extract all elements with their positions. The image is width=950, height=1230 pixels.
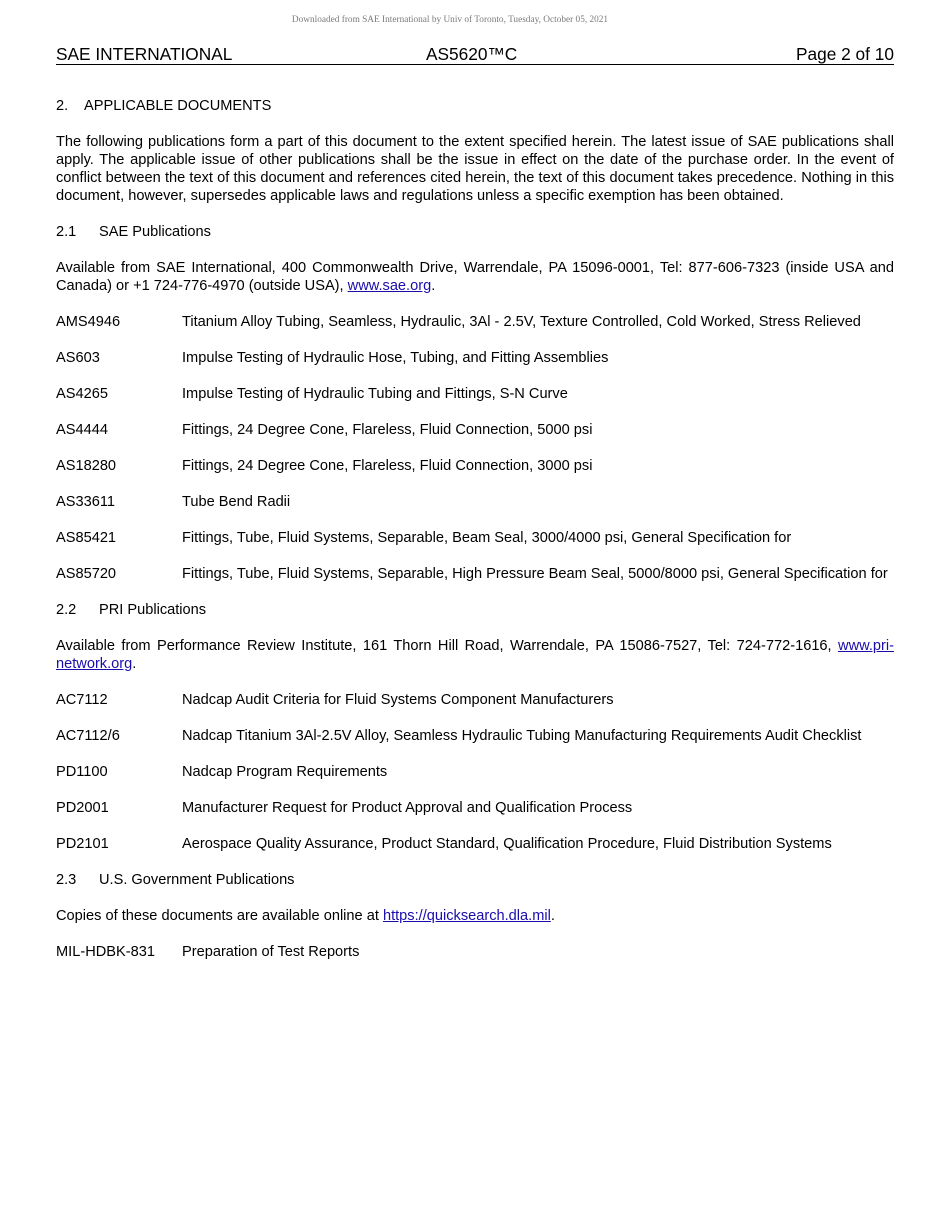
reference-id: AMS4946 — [56, 314, 121, 330]
subsection-number: 2.1 — [56, 224, 77, 240]
reference-row — [56, 763, 894, 781]
reference-id: AS85421 — [56, 530, 117, 546]
download-note: Downloaded from SAE International by Univ of Toronto, Tuesday, October 05, 2021 — [291, 15, 609, 25]
reference-row — [56, 565, 894, 583]
reference-title: Nadcap Titanium 3Al-2.5V Alloy, Seamless Hydraulic Tubing Manufacturing Requirements Audit Checklist — [182, 728, 862, 744]
page-header — [56, 44, 894, 65]
sae-website-link[interactable]: www.sae.org — [347, 278, 432, 294]
reference-title: Fittings, 24 Degree Cone, Flareless, Fluid Connection, 5000 psi — [182, 422, 593, 438]
reference-title: Preparation of Test Reports — [182, 944, 360, 960]
reference-id: AS4265 — [56, 386, 108, 402]
availability-tail: . — [431, 278, 436, 294]
reference-title: Titanium Alloy Tubing, Seamless, Hydraulic, 3Al - 2.5V, Texture Controlled, Cold Worked, Stress Relieved — [182, 314, 861, 330]
section-intro: The following publications form a part of this document to the extent specified herein. The latest issue of SAE publications shall apply. The applicable issue of other publications shall be the issue in effect on the date of the purchase order. In the event of conflict between the text of this document and references cited herein, the text of this document takes precedence. Nothing in this document, however, supersedes applicable laws and regulations unless a specific exemption has been obtained. — [56, 134, 894, 204]
reference-row — [56, 457, 894, 475]
reference-row — [56, 943, 894, 961]
reference-id: AS4444 — [56, 422, 108, 438]
sae-ref-list — [56, 313, 894, 583]
reference-title: Nadcap Audit Criteria for Fluid Systems Component Manufacturers — [182, 692, 614, 708]
reference-row — [56, 385, 894, 403]
reference-title: Fittings, Tube, Fluid Systems, Separable, High Pressure Beam Seal, 5000/8000 psi, General Specification for — [182, 566, 888, 582]
reference-title: Fittings, Tube, Fluid Systems, Separable, Beam Seal, 3000/4000 psi, General Specification for — [182, 530, 792, 546]
reference-title: Aerospace Quality Assurance, Product Standard, Qualification Procedure, Fluid Distribution Systems — [182, 836, 832, 852]
reference-title: Manufacturer Request for Product Approval and Qualification Process — [182, 800, 633, 816]
subsection-title: SAE Publications — [99, 224, 211, 240]
pri-ref-list — [56, 691, 894, 853]
reference-id: AS18280 — [56, 458, 117, 474]
reference-id: AC7112/6 — [56, 728, 120, 744]
reference-title: Tube Bend Radii — [182, 494, 291, 510]
reference-id: AS85720 — [56, 566, 117, 582]
subsection-number: 2.2 — [56, 602, 77, 618]
reference-id: PD2001 — [56, 800, 109, 816]
reference-row — [56, 799, 894, 817]
reference-row — [56, 313, 894, 331]
section-heading-2-2 — [56, 601, 894, 619]
reference-row — [56, 691, 894, 709]
subsection-title: PRI Publications — [99, 602, 207, 618]
availability-text: Copies of these documents are available online at — [56, 908, 383, 924]
reference-title: Fittings, 24 Degree Cone, Flareless, Fluid Connection, 3000 psi — [182, 458, 593, 474]
quicksearch-link[interactable]: https://quicksearch.dla.mil — [382, 908, 551, 924]
pri-availability — [56, 637, 894, 673]
reference-id: AS33611 — [56, 494, 115, 510]
document-body — [56, 97, 894, 979]
reference-row — [56, 529, 894, 547]
availability-text: Available from Performance Review Institute, 161 Thorn Hill Road, Warrendale, PA 15086-7527, Tel: 724-772-1616, — [56, 638, 839, 654]
gov-ref-list — [56, 943, 894, 961]
sae-availability — [56, 259, 894, 295]
availability-tail: . — [550, 908, 555, 924]
subsection-number: 2.3 — [56, 872, 77, 888]
reference-row — [56, 727, 894, 745]
header-publisher: SAE INTERNATIONAL — [56, 44, 233, 64]
section-heading-2 — [56, 97, 894, 115]
reference-title: Impulse Testing of Hydraulic Tubing and Fittings, S-N Curve — [182, 386, 568, 402]
reference-id: AS603 — [56, 350, 100, 366]
section-heading-2-1 — [56, 223, 894, 241]
reference-id: PD2101 — [56, 836, 109, 852]
reference-title: Nadcap Program Requirements — [182, 764, 388, 780]
header-page-number: Page 2 of 10 — [795, 44, 894, 64]
pri-website-link[interactable]: www.pri-network.org — [56, 638, 894, 672]
reference-id: AC7112 — [56, 692, 108, 708]
gov-availability — [56, 907, 894, 925]
reference-title: Impulse Testing of Hydraulic Hose, Tubing, and Fitting Assemblies — [182, 350, 609, 366]
section-heading-2-3 — [56, 871, 894, 889]
reference-row — [56, 421, 894, 439]
reference-row — [56, 349, 894, 367]
availability-tail: . — [132, 656, 137, 672]
reference-id: PD1100 — [56, 764, 108, 780]
reference-row — [56, 835, 894, 853]
reference-row — [56, 493, 894, 511]
reference-id: MIL-HDBK-831 — [56, 944, 155, 960]
section-title: APPLICABLE DOCUMENTS — [84, 98, 272, 114]
section-number: 2. — [56, 98, 69, 114]
subsection-title: U.S. Government Publications — [99, 872, 295, 888]
availability-text: Available from SAE International, 400 Commonwealth Drive, Warrendale, PA 15096-0001, Tel: 877-606-7323 (inside USA and Canada) or +1 724-776-4970 (outside USA), — [56, 260, 894, 294]
header-doc-number: AS5620™C — [426, 44, 518, 64]
